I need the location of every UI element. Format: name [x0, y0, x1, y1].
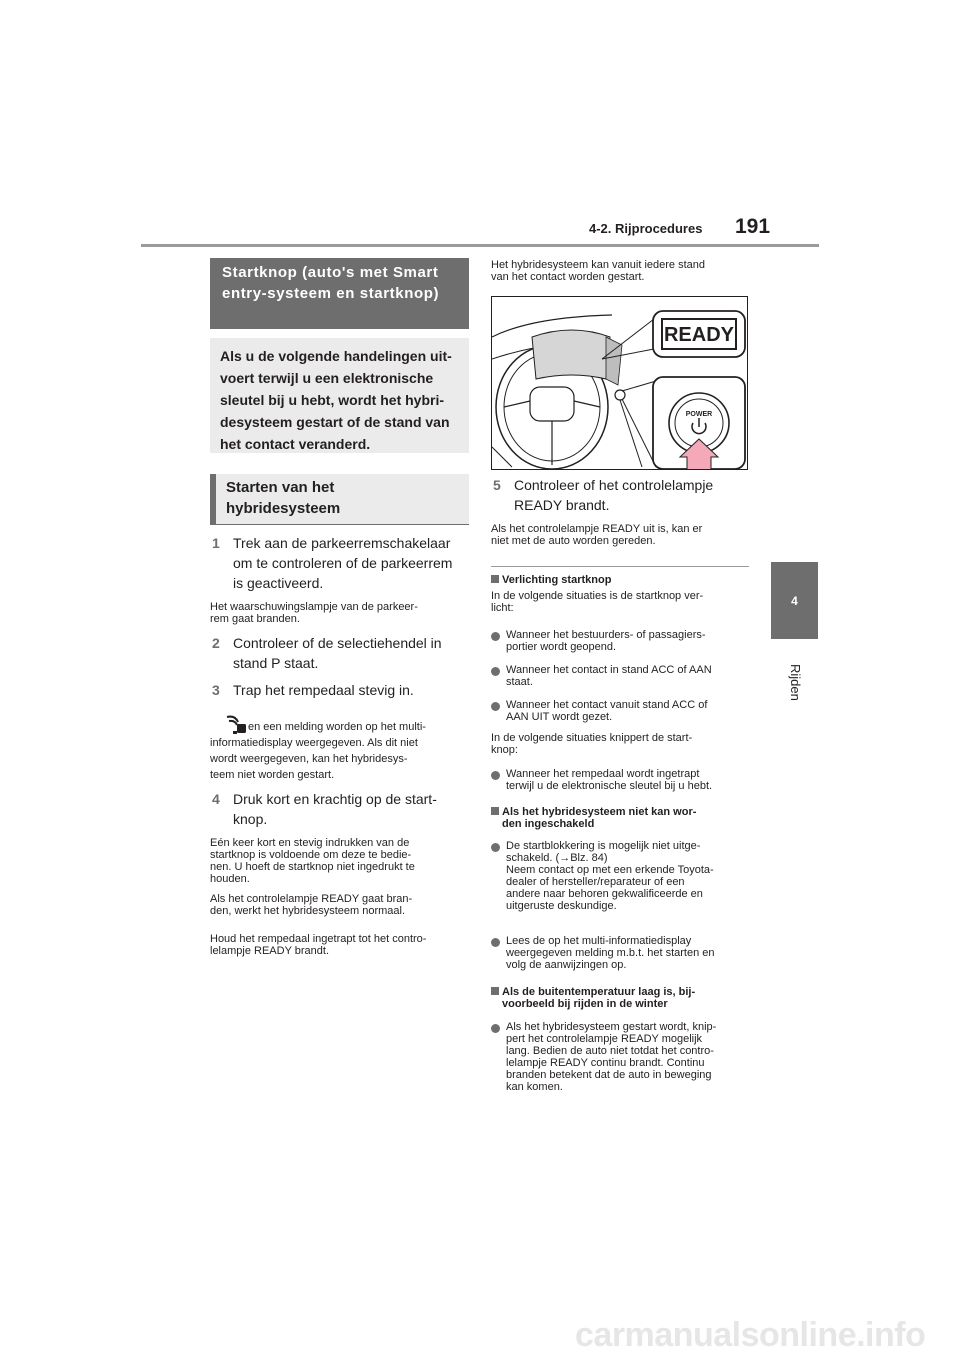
watermark: carmanualsonline.info: [575, 1316, 926, 1354]
step-number: 1: [212, 535, 220, 551]
round-bullet-icon: [491, 771, 500, 780]
text-line: licht:: [491, 602, 514, 614]
round-bullet-icon: [491, 632, 500, 641]
section-title: 4-2. Rijprocedures: [589, 221, 703, 236]
note-line: Houd het rempedaal ingetrapt tot het contro-: [210, 933, 427, 945]
start-button-diagram: [491, 296, 748, 470]
step-number: 3: [212, 682, 220, 698]
step-4-note-3: [210, 933, 472, 957]
note-line: Als het controlelampje READY gaat bran-: [210, 893, 413, 905]
page-number: 191: [735, 215, 771, 238]
list-item: Wanneer het rempedaal wordt ingetrapt terwijl u de elektronische sleutel bij u hebt.: [491, 768, 768, 792]
note-heading-not-starting: Als het hybridesysteem niet kan wor- den ingeschakeld: [491, 806, 753, 830]
text-line: In de volgende situaties is de startknop ver-: [491, 590, 704, 602]
step-2: [212, 633, 470, 673]
note-line: Het waarschuwingslampje van de parkeer-: [210, 601, 418, 613]
step-4-note-1: [210, 837, 472, 885]
ready-indicator-label: READY: [663, 324, 735, 346]
square-bullet-icon: [491, 807, 499, 815]
step-line: READY brandt.: [514, 497, 610, 513]
note-line: rem gaat branden.: [210, 613, 300, 625]
list-item: Wanneer het contact vanuit stand ACC of AAN UIT wordt gezet.: [491, 699, 768, 723]
note-line: startknop is voldoende om deze te bedie-: [210, 849, 412, 861]
step-4-note-2: [210, 893, 472, 917]
subheading-line: hybridesysteem: [226, 500, 341, 517]
round-bullet-icon: [491, 938, 500, 947]
step-5: [493, 475, 751, 515]
intro-line: sleutel bij u hebt, wordt het hybri-: [220, 392, 445, 408]
step-number: 4: [212, 791, 220, 807]
list-item: Als het hybridesysteem gestart wordt, knip- pert het controlelampje READY mogelijk lang. Bedien de auto niet totdat het contro- lelampje READY continu brandt. Continu branden betekent dat de auto in beweging kan komen.: [491, 1021, 768, 1093]
round-bullet-icon: [491, 667, 500, 676]
step-line: is geactiveerd.: [233, 575, 324, 591]
step-line: om te controleren of de parkeerrem: [233, 555, 453, 571]
intro-line: voert terwijl u een elektronische: [220, 370, 434, 386]
intro-line: Het hybridesysteem kan vanuit iedere stand: [491, 259, 706, 271]
text-line: knop:: [491, 744, 518, 756]
text-line: In de volgende situaties knippert de start-: [491, 732, 693, 744]
step-line: Controleer of de selectiehendel in: [233, 635, 442, 651]
square-bullet-icon: [491, 575, 499, 583]
note-heading-lighting: Verlichting startknop: [491, 574, 753, 586]
step-1: [212, 533, 470, 593]
list-item: Wanneer het bestuurders- of passagiers- portier wordt geopend.: [491, 629, 768, 653]
square-bullet-icon: [491, 987, 499, 995]
intro-line: desysteem gestart of de stand van: [220, 414, 450, 430]
subheading-rule: [210, 524, 469, 525]
note-line: teem niet worden gestart.: [210, 769, 335, 781]
step-5-note: [491, 523, 753, 547]
section-heading-text: Startknop (auto's met Smart entry-systeem en startknop): [222, 264, 440, 302]
round-bullet-icon: [491, 843, 500, 852]
step-line: Trap het rempedaal stevig in.: [233, 682, 414, 698]
note-line: Eén keer kort en stevig indrukken van de: [210, 837, 410, 849]
list-item: De startblokkering is mogelijk niet uitge- schakeld. (→Blz. 84) Neem contact op met een erkende Toyota- dealer of hersteller/reparateur of een andere naar behoren gekwalificeerde en uitgeruste deskundige.: [491, 840, 768, 912]
step-line: Controleer of het controlelampje: [514, 477, 714, 493]
round-bullet-icon: [491, 702, 500, 711]
note-line: den, werkt het hybridesysteem normaal.: [210, 905, 406, 917]
step-line: knop.: [233, 811, 268, 827]
dashboard-illustration: [492, 297, 748, 470]
step-3: [212, 680, 470, 700]
chapter-tab: [771, 562, 818, 639]
step-1-note: [210, 601, 470, 625]
section-heading: [210, 258, 469, 329]
subheading-line: Starten van het: [226, 479, 335, 496]
step-line: Trek aan de parkeerremschakelaar: [233, 535, 451, 551]
note-heading-cold-weather: Als de buitentemperatuur laag is, bij- voorbeeld bij rijden in de winter: [491, 986, 753, 1010]
note-line: nen. U hoeft de startknop niet ingedrukt te: [210, 861, 415, 873]
chapter-tab-label: Rijden: [788, 664, 803, 701]
round-bullet-icon: [491, 1024, 500, 1033]
chapter-tab-number: 4: [791, 593, 798, 608]
step-line: Druk kort en krachtig op de start-: [233, 791, 437, 807]
step-4: [212, 789, 470, 829]
note-line: Als het controlelampje READY uit is, kan er: [491, 523, 703, 535]
step-number: 5: [493, 477, 501, 493]
note-line: niet met de auto worden gereden.: [491, 535, 656, 547]
subheading: [210, 474, 469, 525]
power-button-label: POWER: [685, 411, 713, 418]
divider: [491, 566, 749, 567]
intro-line: Als u de volgende handelingen uit-: [220, 348, 452, 364]
note-line: en een melding worden op het multi-: [248, 721, 426, 733]
note-line: informatiedisplay weergegeven. Als dit niet: [210, 737, 418, 749]
intro-line: van het contact worden gestart.: [491, 271, 645, 283]
note-line: lelampje READY brandt.: [210, 945, 330, 957]
note-line: wordt weergegeven, kan het hybridesys-: [210, 753, 408, 765]
intro-box: [210, 338, 469, 453]
step-line: stand P staat.: [233, 655, 319, 671]
lighting-intro: [491, 590, 753, 614]
step-3-note: [210, 719, 472, 783]
step-number: 2: [212, 635, 220, 651]
blink-intro: [491, 732, 753, 756]
intro-line: het contact veranderd.: [220, 436, 371, 452]
list-item: Wanneer het contact in stand ACC of AAN staat.: [491, 664, 768, 688]
list-item: Lees de op het multi-informatiedisplay weergegeven melding m.b.t. het starten en volg de aanwijzingen op.: [491, 935, 768, 971]
note-line: houden.: [210, 873, 250, 885]
header-rule: [141, 244, 819, 247]
right-intro: [491, 259, 753, 283]
